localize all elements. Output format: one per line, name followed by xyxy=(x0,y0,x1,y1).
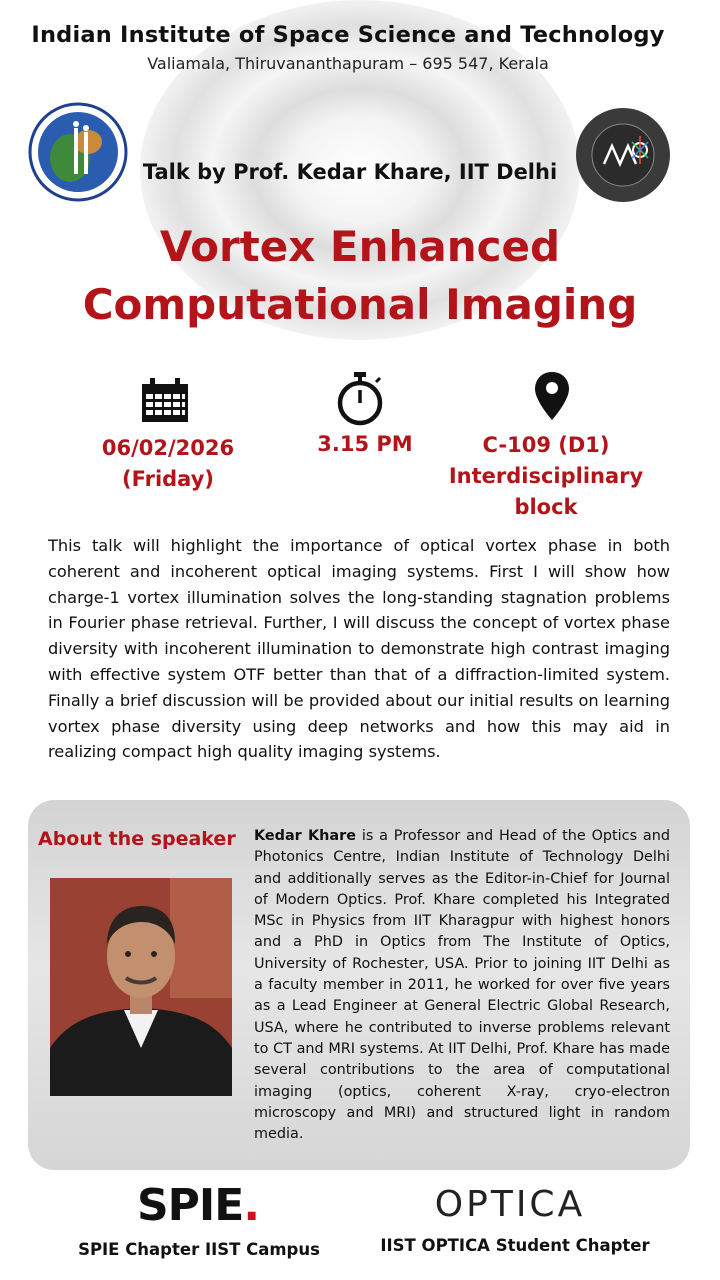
talk-title-line1: Vortex Enhanced xyxy=(159,222,561,271)
location-pin-icon xyxy=(535,372,569,424)
spie-logo xyxy=(123,1178,273,1234)
event-venue-room: C-109 (D1) xyxy=(482,433,610,457)
speaker-bio xyxy=(254,826,670,1145)
calendar-icon xyxy=(140,378,190,428)
talk-by-speaker: Talk by Prof. Kedar Khare, IIT Delhi xyxy=(142,160,558,184)
spie-logo-dot: . xyxy=(243,1180,260,1231)
event-day: (Friday) xyxy=(122,467,214,491)
spie-chapter-label: SPIE Chapter IIST Campus xyxy=(78,1240,320,1259)
event-date: 06/02/2026 xyxy=(101,436,235,460)
talk-title-line2: Computational Imaging xyxy=(82,280,638,329)
institute-address: Valiamala, Thiruvananthapuram – 695 547, Kerala xyxy=(147,54,549,73)
event-venue-building: Interdisciplinary xyxy=(448,464,644,488)
event-venue-block-word: block xyxy=(514,495,578,519)
stopwatch-icon xyxy=(334,372,386,430)
iist-logo xyxy=(28,102,128,202)
institute-name: Indian Institute of Space Science and Technology xyxy=(31,22,665,48)
event-date-block xyxy=(88,433,248,495)
event-time: 3.15 PM xyxy=(317,432,413,456)
talk-abstract: This talk will highlight the importance of optical vortex phase in both coherent and incoherent optical imaging systems. First I will show how charge-1 vortex illumination solves the long-standing stagnation problems in Fourier phase retrieval. Further, I will discuss the concept of vortex phase diversity with incoherent illumination to demonstrate high contrast imaging with effective system OTF better than that of a diffraction-limited system. Finally a brief discussion will be provided about our initial results on learning vortex phase diversity using deep networks and how this may aid in realizing compact high quality imaging systems. xyxy=(48,536,670,762)
speaker-photo xyxy=(50,878,232,1096)
event-venue-block xyxy=(440,430,652,523)
spie-logo-text: SPIE xyxy=(136,1180,244,1231)
adaptive-optics-lab-logo xyxy=(574,106,672,204)
talk-title xyxy=(0,218,720,334)
speaker-name: Kedar Khare xyxy=(254,828,356,844)
optica-logo: OPTICA xyxy=(434,1184,586,1225)
speaker-bio-text: is a Professor and Head of the Optics and Photonics Centre, Indian Institute of Technology Delhi and additionally serves as the Editor-in-Chief for Journal of Modern Optics. Prof. Khare completed his Integrated MSc in Physics from IIT Kharagpur with highest honors and a PhD in Optics from The Institute of Optics, University of Rochester, USA. Prior to joining IIT Delhi as a faculty member in 2011, he worked for over five years as a Lead Engineer at General Electric Global Research, USA, where he contributed to inverse problems relevant to CT and MRI systems. At IIT Delhi, Prof. Khare has made several contributions to the area of computational imaging (optics, coherent X-ray, cryo-electron microscopy and MRI) and structured light in random media. xyxy=(254,828,670,1143)
about-speaker-heading: About the speaker xyxy=(38,828,236,850)
optica-chapter-label: IIST OPTICA Student Chapter xyxy=(380,1236,650,1255)
